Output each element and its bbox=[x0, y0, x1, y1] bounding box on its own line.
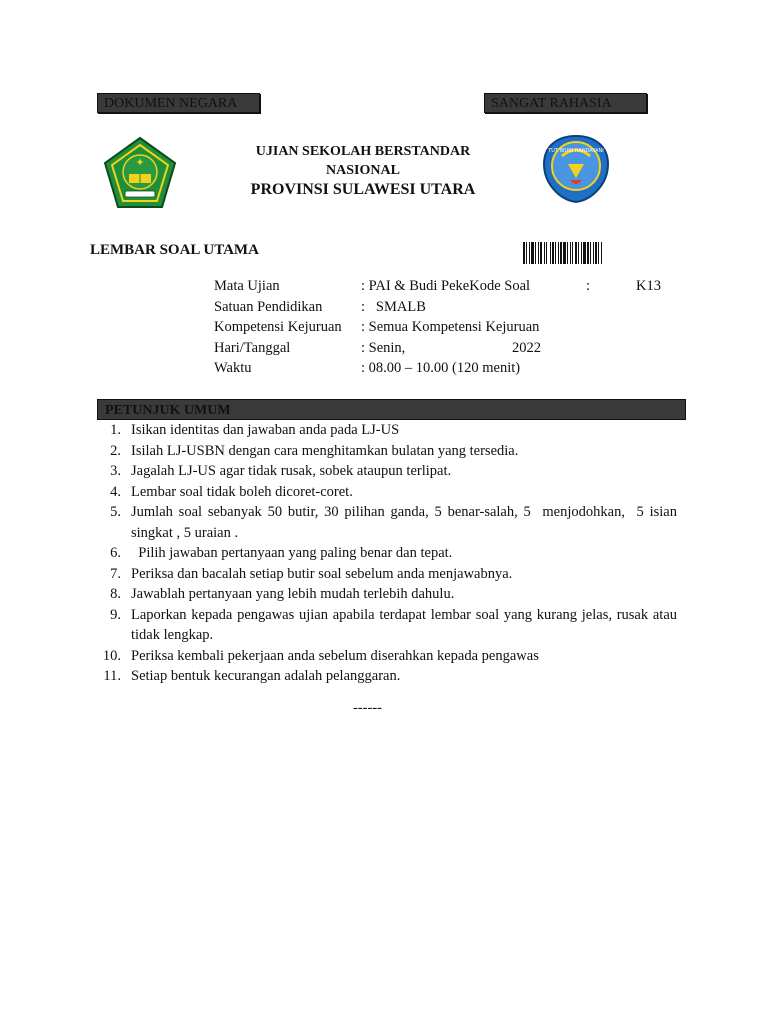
barcode-bar bbox=[598, 242, 599, 264]
kode-soal-value: K13 bbox=[636, 278, 661, 294]
petunjuk-item-text: Pilih jawaban pertanyaan yang paling benar dan tepat. bbox=[131, 545, 453, 561]
hari-label: Hari/Tanggal bbox=[214, 339, 291, 356]
kompetensi-label: Kompetensi Kejuruan bbox=[214, 319, 342, 335]
barcode-bar bbox=[531, 242, 534, 264]
barcode-bar bbox=[593, 242, 594, 264]
petunjuk-item bbox=[97, 502, 681, 543]
mata-ujian-label: Mata Ujian bbox=[214, 278, 280, 294]
title-line-2: NASIONAL bbox=[326, 163, 400, 178]
barcode-bar bbox=[540, 242, 542, 264]
mata-ujian-value: : PAI & Budi PekeKode Soal bbox=[361, 278, 531, 294]
petunjuk-heading: PETUNJUK UMUM bbox=[97, 399, 686, 420]
petunjuk-item bbox=[97, 564, 677, 585]
title-line-1: UJIAN SEKOLAH BERSTANDAR bbox=[255, 144, 471, 159]
title-line-3: PROVINSI SULAWESI UTARA bbox=[250, 181, 476, 198]
petunjuk-item bbox=[97, 461, 677, 482]
barcode-bar bbox=[570, 242, 571, 264]
barcode-bar bbox=[538, 242, 539, 264]
petunjuk-item-number: 2. bbox=[110, 442, 121, 459]
svg-text:✦: ✦ bbox=[135, 156, 145, 169]
barcode-bar bbox=[550, 242, 551, 264]
barcode-bar bbox=[583, 242, 586, 264]
barcode-bar bbox=[563, 242, 566, 264]
petunjuk-item-text: Jawablah pertanyaan yang lebih mudah terlebih dahulu. bbox=[131, 586, 455, 602]
barcode-bar bbox=[535, 242, 536, 264]
petunjuk-item-number: 11. bbox=[103, 668, 121, 684]
barcode-bar bbox=[523, 242, 525, 264]
barcode-bar bbox=[526, 242, 527, 264]
tahun-value: 2022 bbox=[512, 339, 541, 356]
petunjuk-item-text: Laporkan kepada pengawas ujian apabila terdapat lembar soal yang kurang jelas, rusak atau tidak lengkap. bbox=[131, 606, 681, 643]
satuan-value: : SMALB bbox=[361, 298, 426, 315]
petunjuk-item-text: Setiap bentuk kecurangan adalah pelanggaran. bbox=[131, 668, 401, 684]
petunjuk-list bbox=[97, 420, 681, 687]
svg-text:TUT WURI HANDAYANI: TUT WURI HANDAYANI bbox=[548, 148, 604, 154]
petunjuk-item-number: 6. bbox=[110, 545, 121, 561]
petunjuk-item-number: 4. bbox=[110, 483, 121, 500]
info-row-mata-ujian bbox=[214, 276, 674, 297]
barcode-bar bbox=[555, 242, 556, 264]
barcode-bar bbox=[560, 242, 562, 264]
barcode-bar bbox=[552, 242, 554, 264]
satuan-label: Satuan Pendidikan bbox=[214, 298, 323, 315]
petunjuk-item-text: Jumlah soal sebanyak 50 butir, 30 pilihan ganda, 5 benar-salah, 5 menjodohkan, 5 isian singkat , 5 uraian . bbox=[131, 504, 681, 541]
kode-soal-colon: : bbox=[586, 278, 591, 294]
barcode-bar bbox=[581, 242, 582, 264]
kompetensi-value: : Semua Kompetensi Kejuruan bbox=[361, 319, 540, 335]
barcode-bar bbox=[558, 242, 559, 264]
petunjuk-item-number: 7. bbox=[110, 565, 121, 582]
tut-wuri-handayani-logo bbox=[540, 134, 612, 204]
end-mark: ------ bbox=[353, 700, 382, 716]
barcode-bar bbox=[575, 242, 577, 264]
petunjuk-item bbox=[97, 584, 677, 605]
petunjuk-item-text: Lembar soal tidak boleh dicoret-coret. bbox=[131, 483, 353, 500]
petunjuk-item-number: 10. bbox=[102, 647, 121, 664]
barcode-bar bbox=[567, 242, 568, 264]
hari-value: : Senin, bbox=[361, 339, 406, 356]
barcode-bar bbox=[590, 242, 591, 264]
petunjuk-item-number: 9. bbox=[110, 606, 121, 623]
info-row-waktu bbox=[214, 358, 674, 379]
petunjuk-item-number: 8. bbox=[110, 586, 121, 602]
exam-info bbox=[214, 276, 674, 379]
petunjuk-item-text: Jagalah LJ-US agar tidak rusak, sobek ataupun terlipat. bbox=[131, 463, 452, 479]
petunjuk-item-text: Periksa kembali pekerjaan anda sebelum diserahkan kepada pengawas bbox=[131, 647, 539, 664]
petunjuk-item-text: Isilah LJ-USBN dengan cara menghitamkan bulatan yang tersedia. bbox=[131, 442, 519, 459]
info-row-hari bbox=[214, 338, 674, 359]
petunjuk-item bbox=[97, 666, 677, 687]
barcode-bar bbox=[587, 242, 589, 264]
barcode bbox=[522, 242, 652, 264]
petunjuk-item-text: Isikan identitas dan jawaban anda pada LJ-US bbox=[131, 422, 400, 438]
barcode-bar bbox=[601, 242, 602, 264]
petunjuk-item bbox=[97, 420, 677, 441]
kemenag-logo bbox=[103, 136, 177, 210]
info-row-kompetensi bbox=[214, 317, 674, 338]
barcode-bar bbox=[595, 242, 597, 264]
petunjuk-item-text: Periksa dan bacalah setiap butir soal sebelum anda menjawabnya. bbox=[131, 565, 513, 582]
barcode-bar bbox=[546, 242, 547, 264]
dokumen-negara-label: DOKUMEN NEGARA bbox=[97, 93, 260, 113]
petunjuk-item bbox=[97, 441, 677, 462]
sheet-title: LEMBAR SOAL UTAMA bbox=[90, 242, 259, 258]
petunjuk-item-number: 5. bbox=[110, 504, 121, 520]
petunjuk-item-number: 3. bbox=[110, 463, 121, 479]
barcode-bar bbox=[578, 242, 579, 264]
petunjuk-item bbox=[97, 605, 681, 646]
petunjuk-item bbox=[97, 482, 677, 503]
waktu-value: : 08.00 – 10.00 (120 menit) bbox=[361, 360, 521, 376]
petunjuk-item bbox=[97, 646, 677, 667]
petunjuk-item-number: 1. bbox=[110, 422, 121, 438]
petunjuk-item bbox=[97, 543, 677, 564]
barcode-bar bbox=[529, 242, 530, 264]
info-row-satuan bbox=[214, 297, 674, 318]
sangat-rahasia-label: SANGAT RAHASIA bbox=[484, 93, 647, 113]
waktu-label: Waktu bbox=[214, 360, 252, 376]
barcode-bar bbox=[544, 242, 545, 264]
barcode-bar bbox=[572, 242, 573, 264]
